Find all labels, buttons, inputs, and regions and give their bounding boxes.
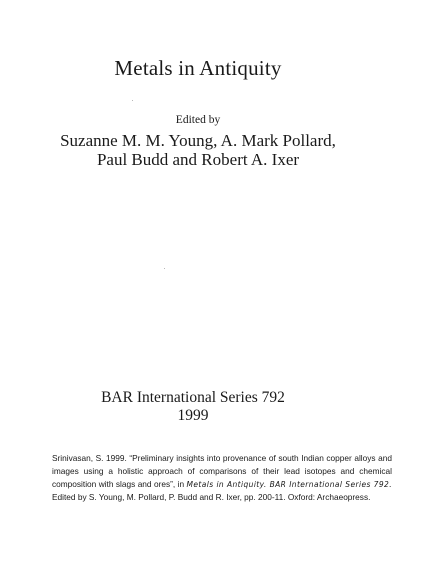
book-title: Metals in Antiquity <box>114 56 282 80</box>
editors-block <box>0 131 396 169</box>
series-block <box>0 389 386 425</box>
series-name: BAR International Series 792 <box>101 389 285 406</box>
scan-speck <box>132 100 133 101</box>
citation-text-end: Edited by S. Young, M. Pollard, P. Budd and R. Ixer, pp. 200-11. Oxford: Archaeopress. <box>52 492 371 502</box>
editors-line-1: Suzanne M. M. Young, A. Mark Pollard, <box>60 131 336 150</box>
citation-text-start: Srinivasan, S. 1999. “Preliminary insights into provenance of south Indian copper alloys and images using a holistic approach of comparisons of their lead isotopes and chemical composition with slags and ores”, in <box>52 453 392 489</box>
citation-italic-source: Metals in Antiquity. BAR International Series 792. <box>186 480 392 489</box>
citation-note <box>52 452 392 504</box>
publication-year: 1999 <box>177 407 209 424</box>
scan-speck <box>164 268 165 269</box>
edited-by-label: Edited by <box>175 114 221 126</box>
editors-line-2: Paul Budd and Robert A. Ixer <box>96 150 300 169</box>
